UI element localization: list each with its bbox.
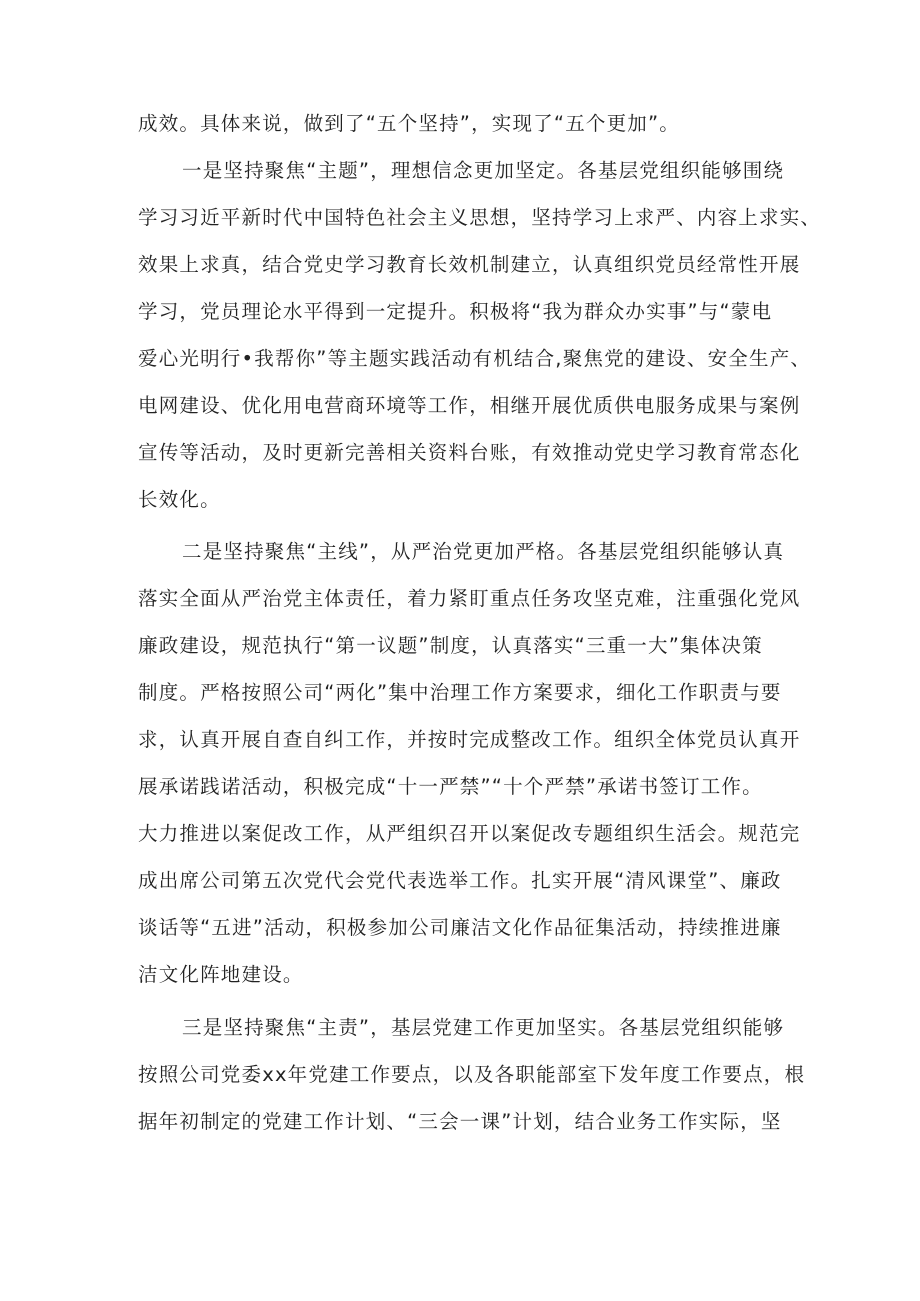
- text-line: 长效化。: [138, 488, 221, 511]
- text-line: 按照公司党委xx年党建工作要点，以及各职能部室下发年度工作要点，根: [138, 1063, 806, 1086]
- text-line: 展承诺践诺活动，积极完成“十一严禁”“十个严禁”承诺书签订工作。: [138, 775, 763, 798]
- text-line: 效果上求真，结合党史学习教育长效机制建立，认真组织党员经常性开展: [138, 253, 801, 276]
- text-line: 廉政建设，规范执行“第一议题”制度，认真落实“三重一大”集体决策: [138, 634, 763, 657]
- text-line: 成出席公司第五次党代会党代表选举工作。扎实开展“清风课堂”、廉政: [138, 869, 782, 892]
- text-line: 大力推进以案促改工作，从严组织召开以案促改专题组织生活会。规范完: [138, 822, 801, 845]
- paragraph-first-line: 三是坚持聚焦“主责”，基层党建工作更加坚实。各基层党组织能够: [182, 1016, 785, 1039]
- text-line: 爱心光明行•我帮你”等主题实践活动有机结合,聚焦党的建设、安全生产、: [138, 347, 812, 370]
- paragraph-first-line: 二是坚持聚焦“主线”，从严治党更加严格。各基层党组织能够认真: [182, 540, 785, 563]
- text-line: 洁文化阵地建设。: [138, 963, 304, 986]
- text-line: 求，认真开展自查自纠工作，并按时完成整改工作。组织全体党员认真开: [138, 728, 801, 751]
- text-line: 成效。具体来说，做到了“五个坚持”，实现了“五个更加”。: [138, 112, 681, 135]
- text-line: 学习，党员理论水平得到一定提升。积极将“我为群众办实事”与“蒙电: [138, 300, 773, 323]
- text-line: 制度。严格按照公司“两化”集中治理工作方案要求，细化工作职责与要: [138, 681, 782, 704]
- text-line: 落实全面从严治党主体责任，着力紧盯重点任务攻坚克难，注重强化党风: [138, 587, 801, 610]
- text-line: 学习习近平新时代中国特色社会主义思想，坚持学习上求严、内容上求实、: [138, 206, 822, 229]
- paragraph-first-line: 一是坚持聚焦“主题”，理想信念更加坚定。各基层党组织能够围绕: [182, 159, 785, 182]
- text-line: 电网建设、优化用电营商环境等工作，相继开展优质供电服务成果与案例: [138, 394, 801, 417]
- text-line: 据年初制定的党建工作计划、“三会一课”计划，结合业务工作实际，坚: [138, 1110, 782, 1133]
- text-line: 谈话等“五进”活动，积极参加公司廉洁文化作品征集活动，持续推进廉: [138, 916, 782, 939]
- text-line: 宣传等活动，及时更新完善相关资料台账，有效推动党史学习教育常态化: [138, 441, 801, 464]
